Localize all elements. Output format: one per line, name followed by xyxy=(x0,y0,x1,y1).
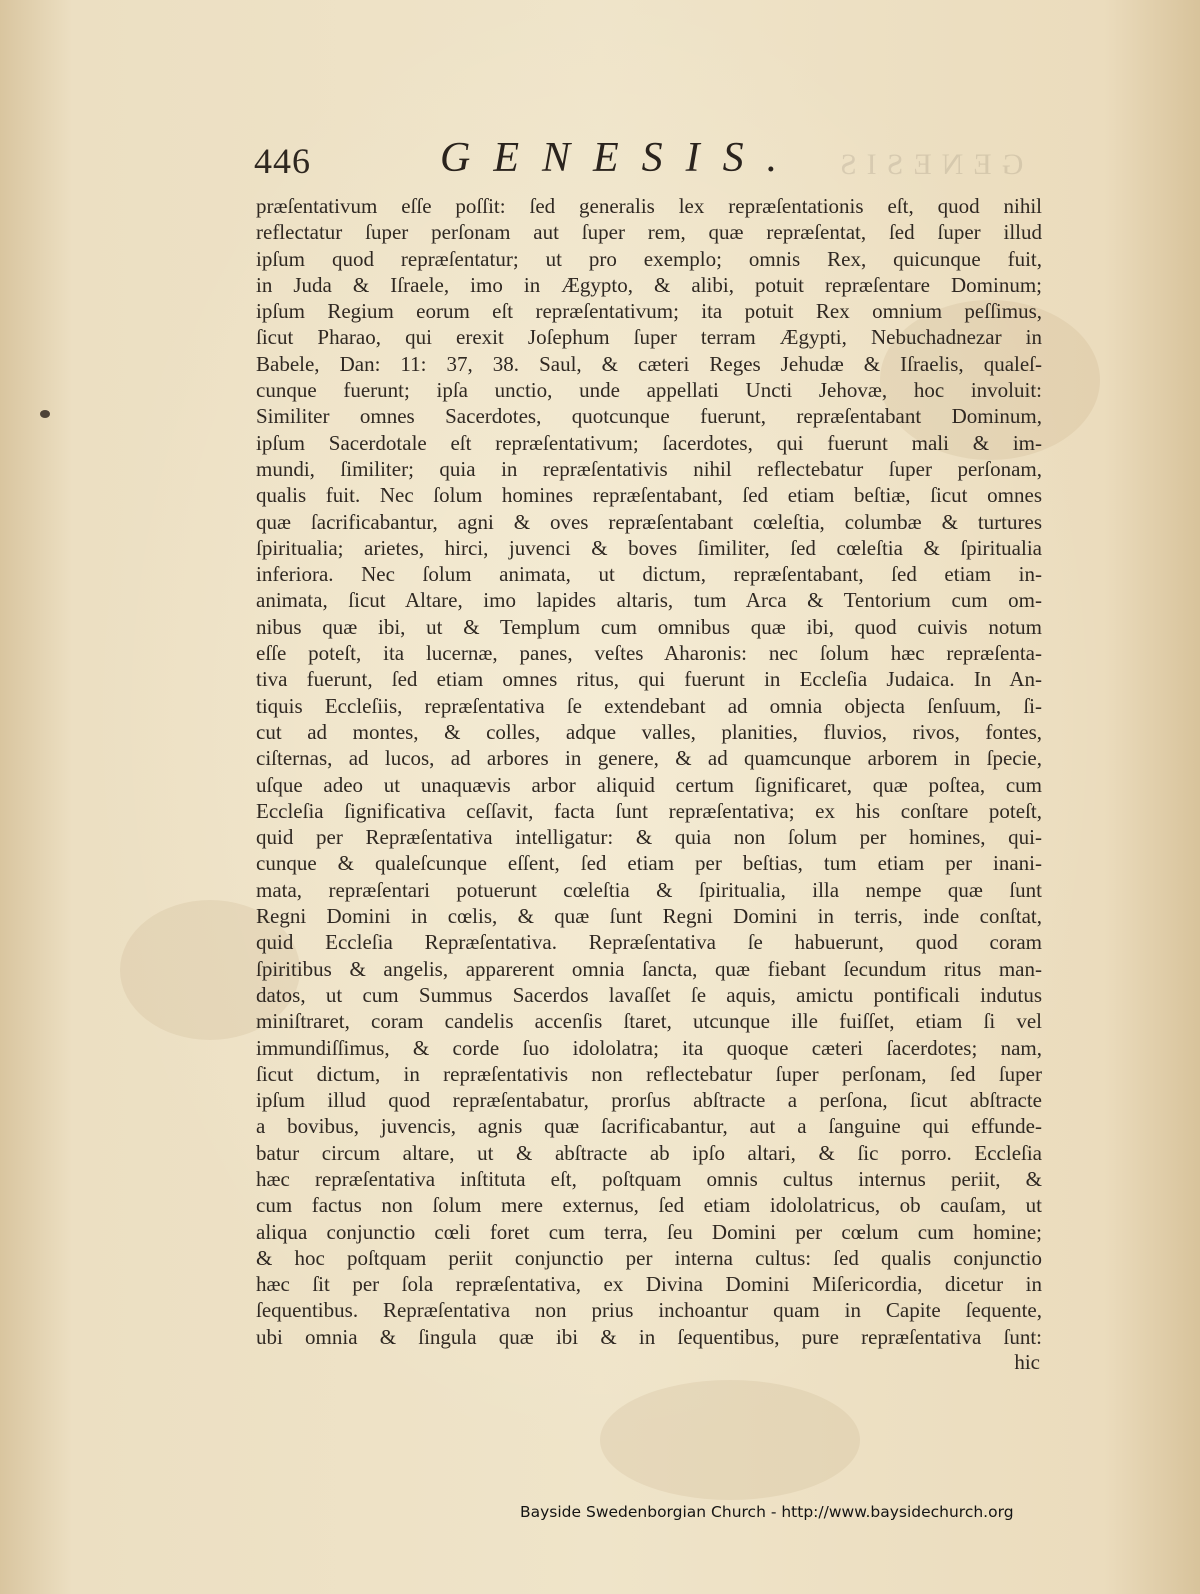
text-line: præſentativum eſſe poſſit: ſed generalis lex repræſentationis eſt, quod nihil xyxy=(256,194,1042,218)
text-line: inferiora. Nec ſolum animata, ut dictum, repræſentabant, ſed etiam in- xyxy=(256,562,1042,587)
text-line: cunque & qualeſcunque eſſent, ſed etiam per beſtias, tum etiam per inani- xyxy=(256,851,1042,876)
text-line: tiquis Eccleſiis, repræſentativa ſe extendebant ad omnia objecta ſenſuum, ſi- xyxy=(256,693,1042,718)
text-line: Babele, Dan: 11: 37, 38. Saul, & cæteri Reges Jehudæ & Iſraelis, qualeſ- xyxy=(256,351,1042,376)
text-line: qualis fuit. Nec ſolum homines repræſentabant, ſed etiam beſtiæ, ſicut omnes xyxy=(256,483,1042,508)
text-line: uſque adeo ut unaquævis arbor aliquid certum ſignificaret, quæ poſtea, cum xyxy=(256,772,1042,797)
page-number: 446 xyxy=(254,141,311,181)
text-line: ſicut dictum, in repræſentativis non reflectebatur ſuper perſonam, ſed ſuper xyxy=(256,1061,1042,1086)
text-line: ipſum illud quod repræſentabatur, prorſus abſtracte a perſona, ſicut abſtracte xyxy=(256,1088,1042,1113)
text-line: ſicut Pharao, qui erexit Joſephum ſuper terram Ægypti, Nebuchadnezar in xyxy=(256,325,1042,350)
paper-stain xyxy=(40,410,50,418)
text-line: cunque fuerunt; ipſa unctio, unde appellati Uncti Jehovæ, hoc involuit: xyxy=(256,378,1042,403)
body-text xyxy=(256,193,1042,1376)
text-line: Regni Domini in cœlis, & quæ ſunt Regni Domini in terris, inde conſtat, xyxy=(256,904,1042,929)
bleed-through-text: GENESIS xyxy=(830,148,1024,181)
text-line: cut ad montes, & colles, adque valles, planities, fluvios, rivos, fontes, xyxy=(256,719,1042,744)
text-line: in Juda & Iſraele, imo in Ægypto, & alibi, potuit repræſentare Dominum; xyxy=(256,272,1042,297)
text-line: reflectatur ſuper perſonam aut ſuper rem, quæ repræſentat, ſed ſuper illud xyxy=(256,220,1042,245)
text-line: mata, repræſentari potuerunt cœleſtia & ſpiritualia, illa nempe quæ ſunt xyxy=(256,877,1042,902)
text-line: ſpiritualia; arietes, hirci, juvenci & boves ſimiliter, ſed cœleſtia & ſpiritualia xyxy=(256,535,1042,560)
text-line: nibus quæ ibi, ut & Templum cum omnibus quæ ibi, quod cuivis notum xyxy=(256,614,1042,639)
footer-credit: Bayside Swedenborgian Church - http://www.baysidechurch.org xyxy=(520,1503,1014,1521)
text-line: ubi omnia & ſingula quæ ibi & in ſequentibus, pure repræſentativa ſunt: xyxy=(256,1324,1042,1349)
text-line: aliqua conjunctio cœli foret cum terra, ſeu Domini per cœlum cum homine; xyxy=(256,1219,1042,1244)
text-line: & hoc poſtquam periit conjunctio per interna cultus: ſed qualis conjunctio xyxy=(256,1245,1042,1270)
text-line: datos, ut cum Summus Sacerdos lavaſſet ſe aquis, amictu pontificali indutus xyxy=(256,982,1042,1007)
text-line: tiva fuerunt, ſed etiam omnes ritus, qui fuerunt in Eccleſia Judaica. In An- xyxy=(256,667,1042,692)
text-line xyxy=(256,1350,1042,1376)
text-line: hæc repræſentativa inſtituta eſt, poſtquam omnis cultus internus periit, & xyxy=(256,1166,1042,1191)
text-line: miniſtraret, coram candelis accenſis ſtaret, utcunque ille fuiſſet, etiam ſi vel xyxy=(256,1009,1042,1034)
text-line: ſequentibus. Repræſentativa non prius inchoantur quam in Capite ſequente, xyxy=(256,1298,1042,1323)
text-line: quid Eccleſia Repræſentativa. Repræſentativa ſe habuerunt, quod coram xyxy=(256,930,1042,955)
text-line: a bovibus, juvencis, agnis quæ ſacrificabantur, aut a ſanguine qui effunde- xyxy=(256,1114,1042,1139)
paper-stain xyxy=(600,1380,860,1500)
text-line: ipſum Sacerdotale eſt repræſentativum; ſacerdotes, qui fuerunt mali & im- xyxy=(256,430,1042,455)
catchword: hic xyxy=(1014,1350,1040,1374)
text-line: Similiter omnes Sacerdotes, quotcunque fuerunt, repræſentabant Dominum, xyxy=(256,404,1042,429)
text-line: animata, ſicut Altare, imo lapides altaris, tum Arca & Tentorium cum om- xyxy=(256,588,1042,613)
text-line: batur circum altare, ut & abſtracte ab ipſo altari, & ſic porro. Eccleſia xyxy=(256,1140,1042,1165)
text-line: quid per Repræſentativa intelligatur: & quia non ſolum per homines, qui- xyxy=(256,825,1042,850)
text-line: ciſternas, ad lucos, ad arbores in genere, & ad quamcunque arborem in ſpecie, xyxy=(256,746,1042,771)
text-line: ipſum Regium eorum eſt repræſentativum; ita potuit Rex omnium peſſimus, xyxy=(256,299,1042,324)
text-line: Eccleſia ſignificativa ceſſavit, facta ſunt repræſentativa; ex his conſtare poteſt, xyxy=(256,798,1042,823)
text-line: immundiſſimus, & corde ſuo idololatra; ita quoque cæteri ſacerdotes; nam, xyxy=(256,1035,1042,1060)
text-line: ipſum quod repræſentatur; ut pro exemplo; omnis Rex, quicunque fuit, xyxy=(256,246,1042,271)
text-line: ſpiritibus & angelis, apparerent omnia ſancta, quæ fiebant ſecundum ritus man- xyxy=(256,956,1042,981)
text-line: quæ ſacrificabantur, agni & oves repræſentabant cœleſtia, columbæ & turtures xyxy=(256,509,1042,534)
running-title: GENESIS. xyxy=(440,135,801,181)
text-line: eſſe poteſt, ita lucernæ, panes, veſtes Aharonis: nec ſolum hæc repræſenta- xyxy=(256,641,1042,666)
text-line: hæc ſit per ſola repræſentativa, ex Divina Domini Miſericordia, dicetur in xyxy=(256,1272,1042,1297)
text-line: mundi, ſimiliter; quia in repræſentativis nihil reflectebatur ſuper perſonam, xyxy=(256,456,1042,481)
text-line: cum factus non ſolum mere externus, ſed etiam idololatricus, ob cauſam, ut xyxy=(256,1193,1042,1218)
